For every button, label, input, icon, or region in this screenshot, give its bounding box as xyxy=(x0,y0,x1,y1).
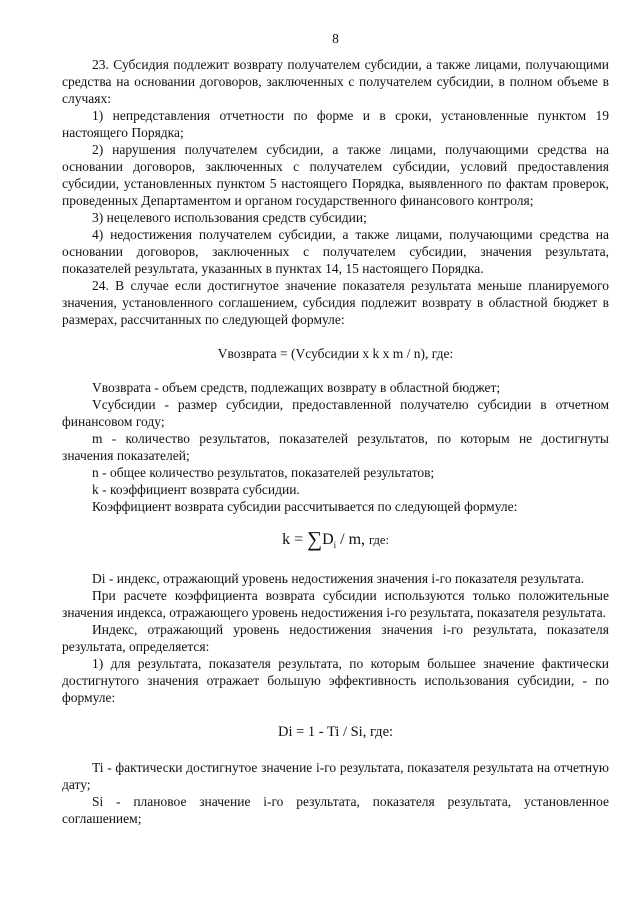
definition-m: m - количество результатов, показателей результатов, по которым не достигнуты значения показателей; xyxy=(62,431,609,463)
formula-tail: где: xyxy=(369,533,389,547)
index-case-1: 1) для результата, показателя результата, по которым большее значение фактически достигнутого значения отражает большую эффективность использования субсидии, - по формуле: xyxy=(62,656,609,705)
list-item-3: 3) нецелевого использования средств субсидии; xyxy=(92,210,367,225)
formula-index: Di = 1 - Ti / Si, где: xyxy=(277,724,394,740)
formula-var: D xyxy=(322,531,334,548)
positive-values-note: При расчете коэффициента возврата субсидии используются только положительные значения индекса, отражающего уровень недостижения i-го результата, показателя результата. xyxy=(62,588,609,620)
definition-n: n - общее количество результатов, показателей результатов; xyxy=(92,465,435,480)
list-item-1: 1) непредставления отчетности по форме и в сроки, установленные пунктом 19 настоящего Порядка; xyxy=(62,108,609,140)
sum-symbol: ∑ xyxy=(307,527,323,551)
index-intro: Индекс, отражающий уровень недостижения значения i-го результата, показателя результата, определяется: xyxy=(62,622,609,654)
formula-rest: / m, xyxy=(336,531,370,548)
list-item-4: 4) недостижения получателем субсидии, а также лицами, получающими средства на основании договоров, заключенных с получателем субсидии, значения результата, показателей результата, указанных в пунктах 14, 15 настоящего Порядка. xyxy=(62,227,609,276)
formula-coefficient xyxy=(62,527,609,554)
definition-di: Di - индекс, отражающий уровень недостижения значения i-го показателя результата. xyxy=(92,571,585,586)
definition-v-subsidy: Vсубсидии - размер субсидии, предоставленной получателю субсидии в отчетном финансовом году; xyxy=(62,397,609,429)
coefficient-intro: Коэффициент возврата субсидии рассчитывается по следующей формуле: xyxy=(92,499,518,514)
paragraph-23: 23. Субсидия подлежит возврату получателем субсидии, а также лицами, получающими средства на основании договоров, заключенных с получателем субсидии, в полном объеме в случаях: xyxy=(62,57,609,106)
definition-k: k - коэффициент возврата субсидии. xyxy=(92,482,300,497)
formula-lhs: k = xyxy=(282,531,308,548)
list-item-2: 2) нарушения получателем субсидии, а также лицами, получающими средства на основании договоров, заключенных с получателем субсидии, условий предоставления субсидии, установленных пунктом 5 настоящего Порядка, выявленного по фактам проверок, проведенных Департаментом и органом государственного финансового контроля; xyxy=(62,142,609,208)
formula-subscript: i xyxy=(333,540,337,550)
definition-ti: Ti - фактически достигнутое значение i-го результата, показателя результата на отчетную дату; xyxy=(62,760,609,792)
definition-si: Si - плановое значение i-го результата, показателя результата, установленное соглашением; xyxy=(62,794,609,826)
definition-v-return: Vвозврата - объем средств, подлежащих возврату в областной бюджет; xyxy=(92,380,501,395)
page-number: 8 xyxy=(332,31,339,46)
formula-return-volume: Vвозврата = (Vсубсидии x k x m / n), где: xyxy=(217,346,454,361)
paragraph-24: 24. В случае если достигнутое значение показателя результата меньше планируемого значения, установленного соглашением, субсидия подлежит возврату в областной бюджет в размерах, рассчитанных по следующей формуле: xyxy=(62,278,609,327)
